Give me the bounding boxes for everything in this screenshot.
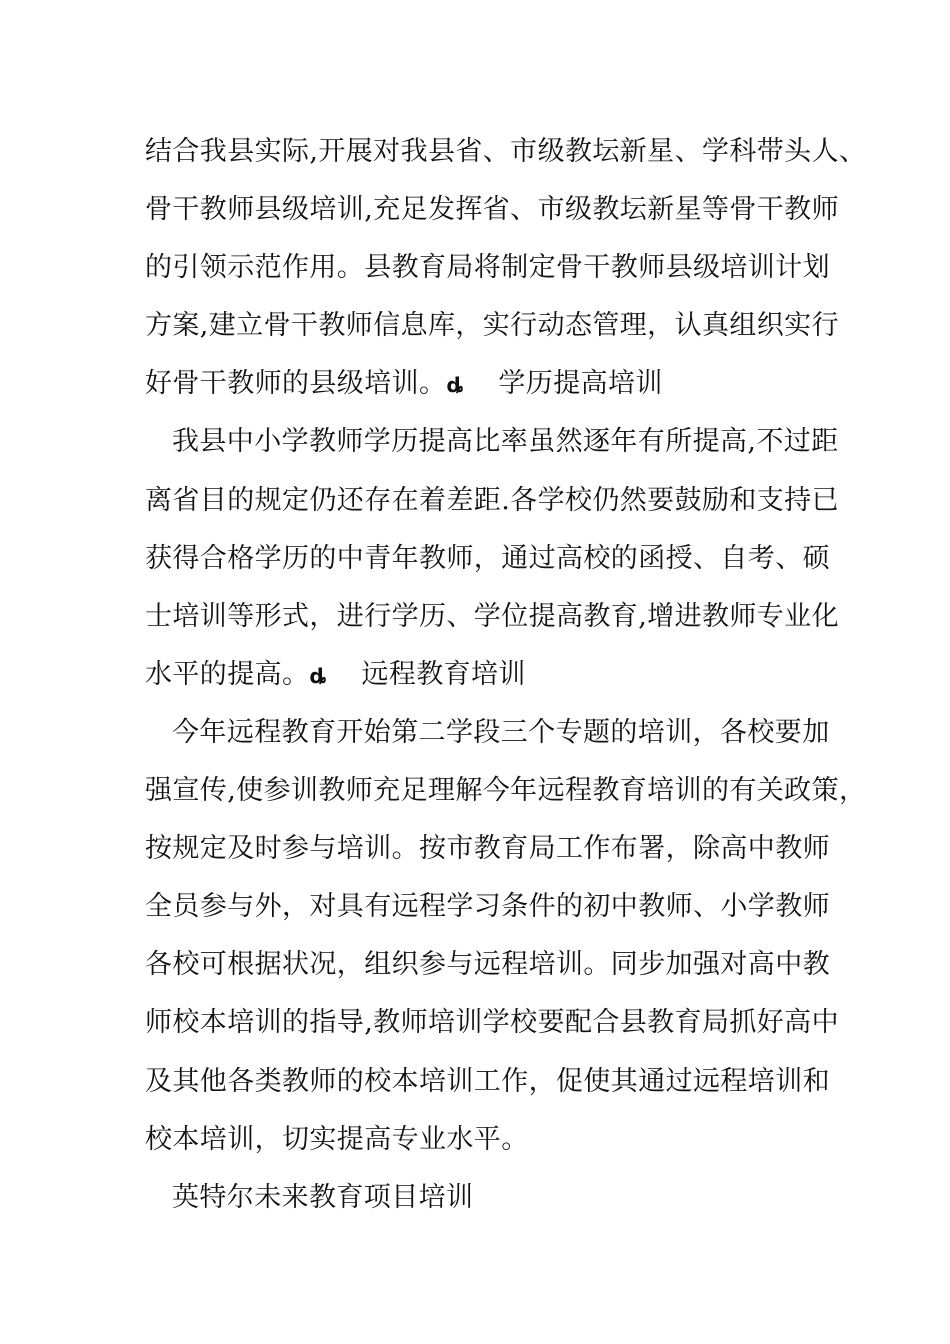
paragraph-line-with-heading <box>145 355 810 413</box>
section-heading-degree: 学历提高培训 <box>498 368 663 400</box>
paragraph-line: 今年远程教育开始第二学段三个专题的培训，各校要加 <box>172 716 830 748</box>
paragraph-line: 各校可根据状况，组织参与远程培训。同步加强对高中教 <box>145 949 830 981</box>
paragraph-line: 结合我县实际,开展对我县省、市级教坛新星、学科带头人、 <box>145 136 867 167</box>
bullet-icon: ȡ <box>309 663 328 688</box>
section-heading-intel: 英特尔未来教育项目培训 <box>172 1181 474 1213</box>
paragraph-line: 士培训等形式，进行学历、学位提高教育,增进教师专业化 <box>145 600 839 632</box>
paragraph-line: 获得合格学历的中青年教师，通过高校的函授、自考、硕 <box>145 542 830 574</box>
document-body <box>145 123 867 1227</box>
paragraph-line: 校本培训，切实提高专业水平。 <box>145 1123 529 1155</box>
section-heading-remote: 远程教育培训 <box>361 658 526 690</box>
paragraph-line: 离省目的规定仍还存在着差距.各学校仍然要鼓励和支持已 <box>145 484 839 516</box>
paragraph-text: 水平的提高。 <box>145 658 310 690</box>
paragraph-line: 及其他各类教师的校本培训工作，促使其通过远程培训和 <box>145 1065 830 1097</box>
paragraph-line: 骨干教师县级培训,充足发挥省、市级教坛新星等骨干教师 <box>145 194 839 226</box>
paragraph-line-with-heading <box>145 646 810 704</box>
paragraph-line: 的引领示范作用。县教育局将制定骨干教师县级培训计划 <box>145 252 830 284</box>
paragraph-line: 强宣传,使参训教师充足理解今年远程教育培训的有关政策， <box>145 775 867 807</box>
paragraph-line: 全员参与外，对具有远程学习条件的初中教师、小学教师 <box>145 891 830 923</box>
paragraph-line: 我县中小学教师学历提高比率虽然逐年有所提高,不过距 <box>172 426 839 458</box>
paragraph-text: 好骨干教师的县级培训。 <box>145 368 447 400</box>
paragraph-line: 按规定及时参与培训。按市教育局工作布署，除高中教师 <box>145 833 830 865</box>
paragraph-line: 师校本培训的指导,教师培训学校要配合县教育局抓好高中 <box>145 1007 839 1039</box>
bullet-icon: ȡ <box>446 373 465 398</box>
paragraph-line: 方案,建立骨干教师信息库，实行动态管理，认真组织实行 <box>145 310 839 342</box>
